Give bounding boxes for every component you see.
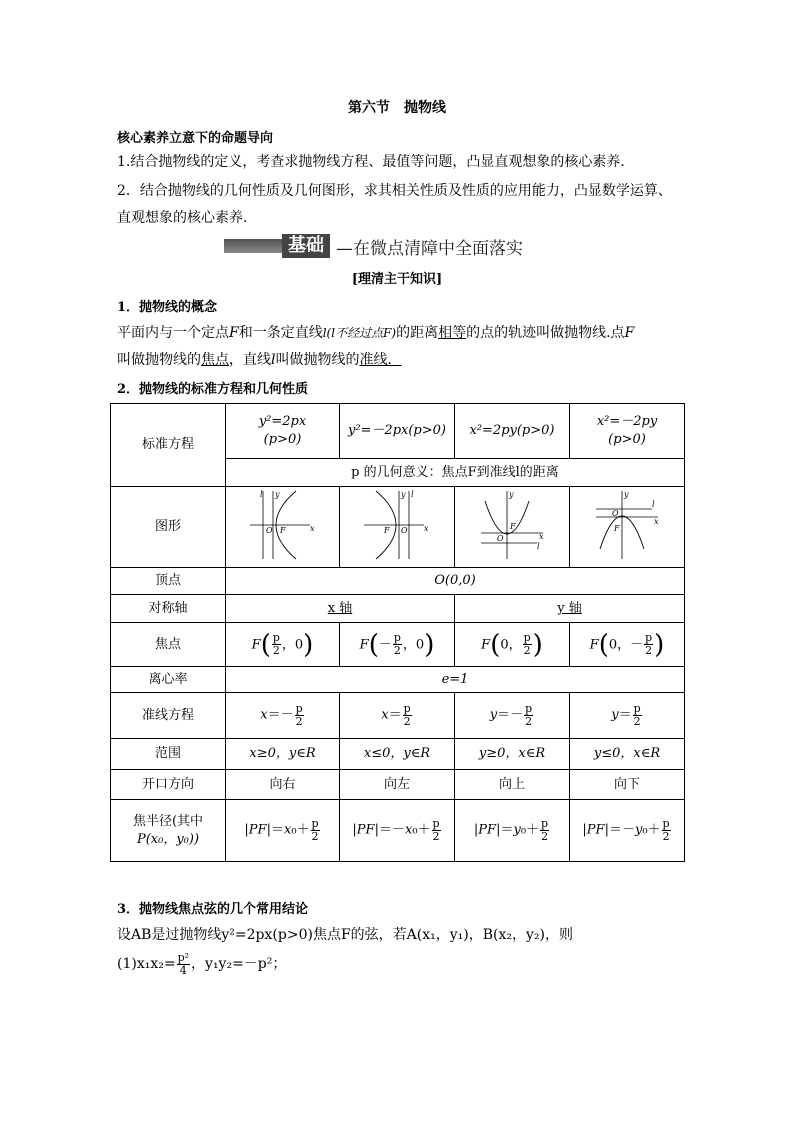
text: x²=2py(p>0) xyxy=(469,423,555,439)
cell-axis-x: x 轴 xyxy=(226,595,455,623)
sec3-line-1: 设AB是过抛物线y²=2px(p>0)焦点F的弦，若A(x₁，y₁)，B(x₂，y₂)，则 xyxy=(117,927,573,943)
banner-text: —在微点清障中全面落实 xyxy=(336,238,523,259)
cell-radius-2: |PF|＝－x₀＋ $\frac{p}{2}$ xyxy=(340,800,455,862)
header-standard-equation: 标准方程 xyxy=(111,404,226,487)
intro-line-1: 1.结合抛物线的定义，考查求抛物线方程、最值等问题，凸显直观想象的核心素养． xyxy=(117,154,635,170)
cell-open-3: 向上 xyxy=(455,770,570,800)
header-focal-radius xyxy=(111,800,226,862)
text: 2 xyxy=(393,644,401,657)
text: p xyxy=(541,817,549,831)
text: ，直线 xyxy=(229,352,271,368)
banner-bar xyxy=(224,239,282,253)
text: p xyxy=(633,702,641,716)
text: x≥0，y∈R xyxy=(249,746,316,762)
text: p xyxy=(645,631,653,645)
text: p xyxy=(525,702,533,716)
text: 叫做抛物线的 xyxy=(117,352,201,368)
text: p xyxy=(523,631,531,645)
text: 2 xyxy=(645,644,653,657)
graph-x-label: x xyxy=(654,517,659,527)
cell-range-4 xyxy=(570,739,685,770)
graph-right-icon xyxy=(248,487,318,561)
text: F xyxy=(624,325,635,341)
cell-focus-right: F( $\frac{p}{2}$ ，0) xyxy=(226,623,340,667)
graph-f-label: F xyxy=(614,524,620,534)
intro-line-3: 直观想象的核心素养． xyxy=(117,210,257,226)
text: F xyxy=(229,325,239,341)
text: y≥0，x∈R xyxy=(478,746,546,762)
graph-l-label: l xyxy=(411,490,414,500)
banner-label: 基础 xyxy=(282,234,330,258)
row-eccentricity xyxy=(111,667,685,693)
text: 2 xyxy=(432,830,440,843)
cell-graph-up xyxy=(455,487,570,568)
graph-l-label: l xyxy=(537,542,540,552)
sec3-line-2 xyxy=(117,952,286,976)
cell-axis-y: y 轴 xyxy=(455,595,685,623)
graph-f-label: F xyxy=(510,522,516,532)
cell-focus-up: F(0， $\frac{p}{2}$ ) xyxy=(455,623,570,667)
text: 2 xyxy=(272,644,280,657)
cell-focus-down: F(0，－ $\frac{p}{2}$ ) xyxy=(570,623,685,667)
graph-x-label: x xyxy=(424,524,429,534)
graph-o-label: O xyxy=(497,534,504,544)
text: l xyxy=(271,352,276,368)
text: 2 xyxy=(541,830,549,843)
text: y≤0，x∈R xyxy=(593,746,661,762)
text: p xyxy=(272,631,280,645)
row-focal-radius xyxy=(111,800,685,862)
cell-directrix-1: x＝－ $\frac{p}{2}$ xyxy=(226,693,340,739)
header-graph: 图形 xyxy=(111,487,226,568)
text: p xyxy=(311,817,319,831)
text: p² xyxy=(177,951,190,964)
section-banner xyxy=(224,234,523,258)
graph-f-label: F xyxy=(279,526,286,536)
graph-x-label: x xyxy=(539,532,544,542)
text: P(x₀，y₀)) xyxy=(136,831,200,847)
cell-radius-3: |PF|＝y₀＋ $\frac{p}{2}$ xyxy=(455,800,570,862)
text: 的点的轨迹叫做抛物线.点 xyxy=(466,325,625,341)
text: y²=－2px(p>0) xyxy=(347,423,446,439)
cell-open-2: 向左 xyxy=(340,770,455,800)
text: O(0,0) xyxy=(434,573,476,589)
cell-range-2 xyxy=(340,739,455,770)
cell-eq-right xyxy=(226,404,340,459)
text: 相等 xyxy=(438,325,467,341)
text: (1)x₁x₂= xyxy=(117,956,176,973)
row-range xyxy=(111,739,685,770)
text: x≤0，y∈R xyxy=(363,746,431,762)
text: 2 xyxy=(403,715,411,728)
cell-eq-left xyxy=(340,404,455,459)
text: (p>0) xyxy=(608,432,646,447)
text: 的距离 xyxy=(396,325,439,341)
text: 和一条定直线 xyxy=(238,325,323,341)
text: e=1 xyxy=(441,671,469,687)
text: 2 xyxy=(525,715,533,728)
graph-o-label: O xyxy=(612,509,619,519)
graph-f-label: F xyxy=(384,526,390,536)
row-directrix xyxy=(111,693,685,739)
text: p xyxy=(295,702,303,716)
text: 平面内与一个定点 xyxy=(117,325,229,341)
text: 2 xyxy=(523,644,531,657)
cell-open-4: 向下 xyxy=(570,770,685,800)
sec1-title: 1．抛物线的概念 xyxy=(117,300,218,315)
graph-x-label: x xyxy=(309,524,315,534)
graph-o-label: O xyxy=(401,526,408,536)
cell-open-1: 向右 xyxy=(226,770,340,800)
graph-up-icon xyxy=(477,487,547,561)
text: 2 xyxy=(662,830,670,843)
header-focus: 焦点 xyxy=(111,623,226,667)
graph-y-label: y xyxy=(274,490,280,500)
graph-l-label: l xyxy=(652,500,655,510)
row-focus xyxy=(111,623,685,667)
graph-o-label: O xyxy=(265,526,273,536)
cell-range-1 xyxy=(226,739,340,770)
page-title: 第六节 抛物线 xyxy=(348,100,446,116)
text: x²=－2py xyxy=(596,414,658,430)
text: (p>0) xyxy=(263,432,302,447)
text: p xyxy=(432,817,440,831)
cell-directrix-3: y＝－ $\frac{p}{2}$ xyxy=(455,693,570,739)
text: p xyxy=(393,631,401,645)
graph-left-icon xyxy=(362,487,432,561)
sec2-title: 2．抛物线的标准方程和几何性质 xyxy=(117,382,309,397)
graph-y-label: y xyxy=(624,490,629,500)
cell-eq-up xyxy=(455,404,570,459)
cell-graph-down xyxy=(570,487,685,568)
row-graph xyxy=(111,487,685,568)
graph-y-label: y xyxy=(509,490,514,500)
text: p xyxy=(662,817,670,831)
cell-focus-left: F(－ $\frac{p}{2}$ ，0) xyxy=(340,623,455,667)
text: l(l不经过点F) xyxy=(322,326,397,340)
header-directrix: 准线方程 xyxy=(111,693,226,739)
core-heading: 核心素养立意下的命题导向 xyxy=(117,131,274,146)
row-standard-equation xyxy=(111,404,685,459)
text: 2 xyxy=(311,830,319,843)
text: 2 xyxy=(295,715,303,728)
text: 4 xyxy=(179,963,187,977)
text: 2 xyxy=(633,715,641,728)
cell-radius-1: |PF|＝x₀＋ $\frac{p}{2}$ xyxy=(226,800,340,862)
cell-graph-left xyxy=(340,487,455,568)
subheading: [理清主干知识] xyxy=(351,272,443,287)
graph-l-label: l xyxy=(259,490,263,500)
text: ，y₁y₂=－p²； xyxy=(191,956,287,973)
sec1-line-2 xyxy=(117,349,401,369)
row-axis xyxy=(111,595,685,623)
cell-directrix-4: y＝ $\frac{p}{2}$ xyxy=(570,693,685,739)
row-opening xyxy=(111,770,685,800)
parabola-table xyxy=(110,403,685,862)
cell-graph-right xyxy=(226,487,340,568)
text: 焦点 xyxy=(201,352,229,368)
text: 准线． xyxy=(359,352,402,368)
cell-range-3 xyxy=(455,739,570,770)
text: 叫做抛物线的 xyxy=(275,352,360,368)
cell-radius-4: |PF|＝－y₀＋ $\frac{p}{2}$ xyxy=(570,800,685,862)
cell-p-meaning: p 的几何意义：焦点F到准线l的距离 xyxy=(226,459,685,487)
row-vertex xyxy=(111,568,685,595)
intro-line-2: 2．结合抛物线的几何性质及几何图形，求其相关性质及性质的应用能力，凸显数学运算、 xyxy=(117,183,672,199)
text: y²=2px xyxy=(258,414,307,430)
cell-vertex xyxy=(226,568,685,595)
cell-directrix-2: x＝ $\frac{p}{2}$ xyxy=(340,693,455,739)
text: p xyxy=(403,702,411,716)
graph-y-label: y xyxy=(401,490,406,500)
sec1-line-1 xyxy=(117,322,634,342)
cell-eq-down xyxy=(570,404,685,459)
header-vertex: 顶点 xyxy=(111,568,226,595)
header-range: 范围 xyxy=(111,739,226,770)
header-eccentricity: 离心率 xyxy=(111,667,226,693)
sec3-title: 3．抛物线焦点弦的几个常用结论 xyxy=(117,902,309,917)
header-axis: 对称轴 xyxy=(111,595,226,623)
text: 焦半径(其中 xyxy=(132,813,204,829)
header-opening: 开口方向 xyxy=(111,770,226,800)
cell-eccentricity xyxy=(226,667,685,693)
graph-down-icon xyxy=(592,487,662,561)
